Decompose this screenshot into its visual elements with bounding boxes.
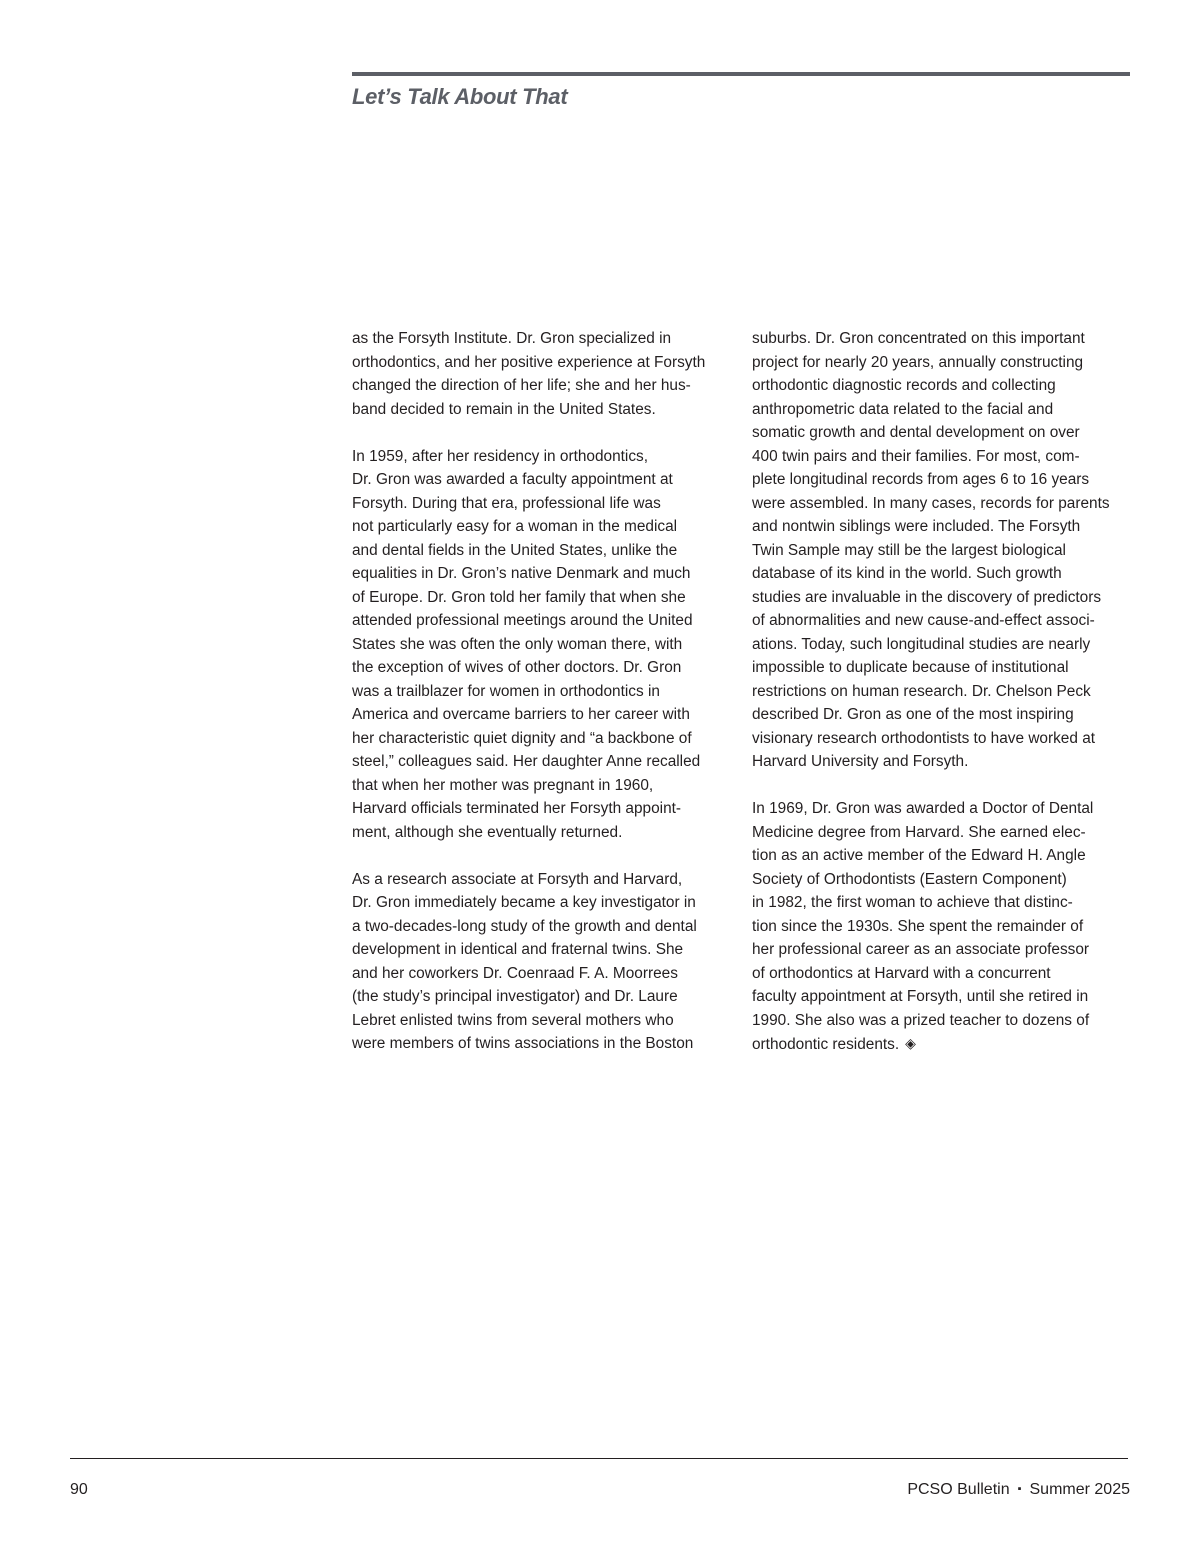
text-line: restrictions on human research. Dr. Chelson Peck bbox=[752, 682, 1091, 700]
text-line: were assembled. In many cases, records for parents bbox=[752, 494, 1110, 512]
text-line: attended professional meetings around the United bbox=[352, 612, 693, 629]
text-line: steel,” colleagues said. Her daughter Anne recalled bbox=[352, 753, 701, 770]
article-column-right bbox=[752, 327, 1137, 1057]
text-line: Dr. Gron immediately became a key investigator in bbox=[352, 894, 696, 911]
text-line: project for nearly 20 years, annually constructing bbox=[752, 353, 1084, 371]
text-line: not particularly easy for a woman in the medical bbox=[352, 518, 678, 535]
text-line: In 1969, Dr. Gron was awarded a Doctor of Dental bbox=[752, 800, 1094, 817]
text-line: a two-decades-long study of the growth and dental bbox=[352, 917, 697, 935]
paragraph bbox=[752, 327, 1137, 774]
text-line: and dental fields in the United States, unlike the bbox=[352, 541, 678, 559]
paragraph bbox=[352, 327, 737, 421]
text-line: of orthodontics at Harvard with a concurrent bbox=[752, 964, 1051, 982]
text-line: in 1982, the first woman to achieve that distinc- bbox=[752, 894, 1073, 911]
text-line: as the Forsyth Institute. Dr. Gron specialized in bbox=[352, 330, 672, 347]
text-line: Society of Orthodontists (Eastern Component) bbox=[752, 870, 1067, 888]
text-line: anthropometric data related to the facial and bbox=[752, 400, 1054, 418]
text-line: States she was often the only woman there, with bbox=[352, 635, 683, 653]
publication-name: PCSO Bulletin bbox=[907, 1481, 1010, 1498]
text-line: of Europe. Dr. Gron told her family that when she bbox=[352, 588, 686, 606]
text-line: faculty appointment at Forsyth, until she retired in bbox=[752, 988, 1089, 1005]
square-bullet-icon: ▪ bbox=[1017, 1483, 1022, 1495]
text-line: her characteristic quiet dignity and “a backbone of bbox=[352, 729, 692, 747]
text-line: and nontwin siblings were included. The Forsyth bbox=[752, 518, 1081, 535]
text-line: (the study’s principal investigator) and Dr. Laure bbox=[352, 988, 678, 1005]
text-line: that when her mother was pregnant in 1960, bbox=[352, 776, 654, 794]
paragraph bbox=[352, 868, 737, 1056]
text-line: ment, although she eventually returned. bbox=[352, 823, 623, 841]
text-line: ations. Today, such longitudinal studies are nearly bbox=[752, 635, 1091, 653]
text-line bbox=[752, 1032, 1137, 1057]
text-line: visionary research orthodontists to have worked at bbox=[752, 729, 1096, 747]
text-line: Twin Sample may still be the largest biological bbox=[752, 541, 1066, 559]
text-line: her professional career as an associate professor bbox=[752, 941, 1090, 958]
text-line: changed the direction of her life; she and her hus- bbox=[352, 377, 691, 394]
text-line: 400 twin pairs and their families. For most, com- bbox=[752, 447, 1080, 465]
text-line: somatic growth and dental development on over bbox=[752, 424, 1080, 441]
text-line: America and overcame barriers to her career with bbox=[352, 706, 690, 723]
article-column-left bbox=[352, 327, 737, 1056]
paragraph bbox=[752, 797, 1137, 1057]
header-rule bbox=[352, 72, 1130, 76]
text-line: suburbs. Dr. Gron concentrated on this important bbox=[752, 330, 1085, 347]
page-number: 90 bbox=[70, 1481, 88, 1498]
text-line: Dr. Gron was awarded a faculty appointment at bbox=[352, 471, 673, 488]
text-line: orthodontics, and her positive experience at Forsyth bbox=[352, 353, 706, 371]
text-line: Lebret enlisted twins from several mothers who bbox=[352, 1011, 674, 1029]
text-line: Harvard University and Forsyth. bbox=[752, 753, 969, 770]
end-of-article-icon: ◈ bbox=[905, 1035, 916, 1051]
text-line: studies are invaluable in the discovery of predictors bbox=[752, 588, 1102, 606]
text-line: band decided to remain in the United States. bbox=[352, 400, 656, 418]
text-line: tion since the 1930s. She spent the remainder of bbox=[752, 917, 1084, 935]
text-line: the exception of wives of other doctors. Dr. Gron bbox=[352, 659, 682, 676]
text-line: and her coworkers Dr. Coenraad F. A. Moorrees bbox=[352, 964, 678, 982]
section-title: Let’s Talk About That bbox=[352, 84, 568, 109]
issue-date: Summer 2025 bbox=[1029, 1481, 1130, 1498]
text-line: In 1959, after her residency in orthodontics, bbox=[352, 447, 649, 465]
text-line: As a research associate at Forsyth and Harvard, bbox=[352, 870, 683, 888]
text-line: 1990. She also was a prized teacher to dozens of bbox=[752, 1011, 1090, 1029]
text-line: described Dr. Gron as one of the most inspiring bbox=[752, 706, 1074, 723]
text-line: impossible to duplicate because of institutional bbox=[752, 659, 1069, 676]
text-line: was a trailblazer for women in orthodontics in bbox=[352, 682, 660, 700]
text-line: tion as an active member of the Edward H. Angle bbox=[752, 847, 1086, 864]
text-line: equalities in Dr. Gron’s native Denmark and much bbox=[352, 565, 691, 582]
text-line: of abnormalities and new cause-and-effect associ- bbox=[752, 612, 1095, 629]
text-line: Medicine degree from Harvard. She earned elec- bbox=[752, 823, 1086, 841]
text-line-content: orthodontic residents. bbox=[752, 1036, 900, 1053]
text-line: orthodontic diagnostic records and collecting bbox=[752, 377, 1056, 394]
footer-rule bbox=[70, 1458, 1128, 1459]
text-line: were members of twins associations in the Boston bbox=[352, 1035, 694, 1052]
text-line: database of its kind in the world. Such growth bbox=[752, 565, 1062, 582]
footer-publication-info bbox=[907, 1481, 1130, 1499]
paragraph bbox=[352, 445, 737, 845]
text-line: Forsyth. During that era, professional life was bbox=[352, 494, 661, 512]
text-line: Harvard officials terminated her Forsyth appoint- bbox=[352, 800, 682, 817]
text-line: development in identical and fraternal twins. She bbox=[352, 941, 684, 958]
text-line: plete longitudinal records from ages 6 to 16 years bbox=[752, 471, 1090, 488]
